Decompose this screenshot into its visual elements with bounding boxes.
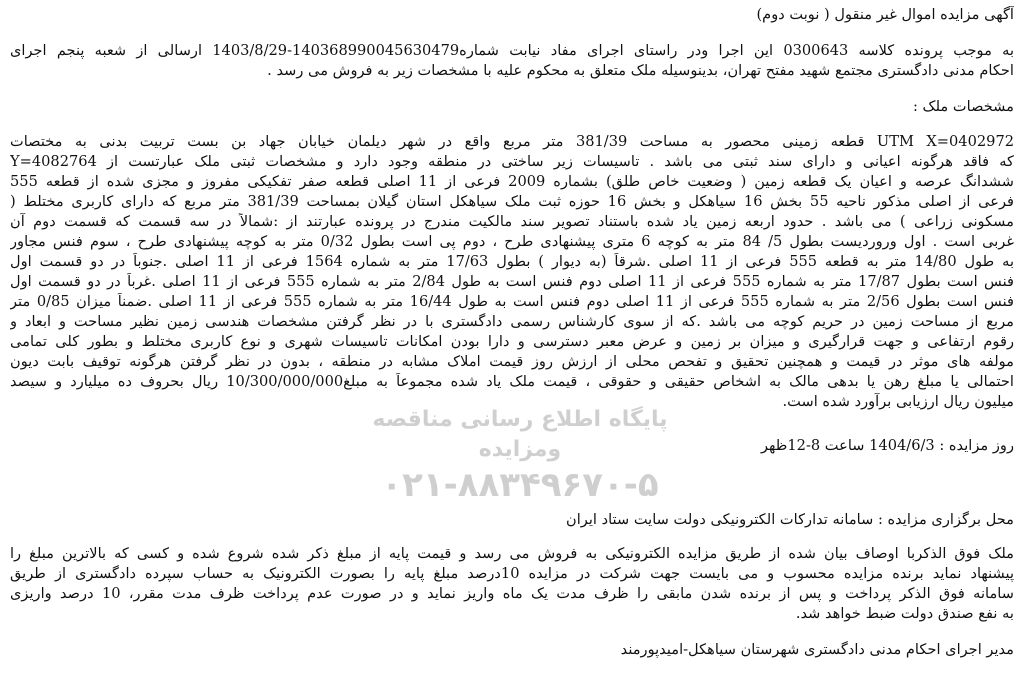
- watermark: [330, 405, 710, 505]
- watermark-name: پایگاه اطلاع رسانی مناقصه ومزایده: [372, 407, 668, 462]
- auction-date: روز مزایده : 1404/6/3 ساعت 8-12ظهر: [760, 437, 1014, 454]
- specs-line-14: میلیون ریال ارزیابی برآورد شده است.: [782, 393, 1014, 410]
- signature: مدیر اجرای احکام مدنی دادگستری شهرستان سیاهکل-امیدپورمند: [620, 641, 1014, 658]
- watermark-phone: ۰۲۱-۸۸۳۴۹۶۷۰-۵: [381, 465, 659, 505]
- specs-line-13: احتمالی یا مبلغ رهن یا بدهی مالک به اشخاص حقیقی و حقوقی ، قیمت ملک یاد شده مجموعاً به مبلغ10/300/000/000 ریال بحروف ده میلیارد و سیصد: [10, 373, 1014, 390]
- specs-line-3: ششدانگ عرصه و اعیان یک قطعه زمین ( وضعیت خاص طلق) بشماره 2009 فرعی از 11 اصلی قطعه صفر تفکیکی مفروز و مجزی شده از قطعه 555: [10, 173, 1014, 190]
- specs-line-8: فنس است بطول 17/87 متر به شماره 555 فرعی از 11 اصلی دوم فنس است به طول 2/84 متر به شماره 555 فرعی از 11 اصلی .غرباً در دو قسمت اول: [10, 273, 1014, 290]
- specs-line-9: فنس است بطول 2/56 متر به شماره 555 فرعی از 11 اصلی دوم فنس است به طول 16/44 متر به شماره 555 فرعی از 11 اصلی .ضمناً میزان 0/85 متر: [10, 293, 1014, 310]
- specs-heading: مشخصات ملک :: [912, 98, 1014, 115]
- specs-line-4: فرعی از اصلی مذکور ناحیه 55 بخش 16 سیاهکل و بخش 16 حوزه ثبت ملک سیاهکل استان گیلان بمساحت 381/39 متر مربع که دارای کاربری مختلط (: [10, 193, 1014, 210]
- specs-line-1: UTM X=0402972 قطعه زمینی محصور به مساحت 381/39 متر مربع واقع در شهر دیلمان خیابان جهاد بن بست تربیت بدنی به مختصات: [10, 133, 1014, 150]
- terms-line-3: سامانه فوق الذکر پرداخت و پس از برنده شدن مابقی را ظرف مدت یک ماه واریز نماید و در صورت عدم پرداخت ظرف مدت مقرر، 10 درصد واریزی: [10, 585, 1014, 602]
- specs-line-12: مولفه های موثر در قیمت و همچنین تحقیق و تفحص محلی از ارزش روز قیمت املاک مشابه در منطقه ، بدون در نظر گرفتن هرگونه توقیف بابت دیون: [10, 353, 1014, 370]
- specs-line-6: غربی است . اول وروردیست بطول 5/ 84 متر به کوچه 6 متری پیشنهادی طرح ، دوم پی است بطول 0/32 متر به کوچه پیشنهادی طرح ، سوم فنس مجاور: [10, 233, 1014, 250]
- terms-line-2: پیشنهاد نماید برنده مزایده محسوب و می بایست جهت شرکت در مزایده 10درصد مبلغ پایه را بصورت الکترونیک به حساب سپرده دادگستری از طریق: [10, 565, 1014, 582]
- specs-line-7: به طول 14/80 متر به قطعه 555 فرعی از 11 اصلی .شرقاً (به دیوار ) بطول 17/63 متر به شماره 1564 فرعی از 11 اصلی .جنوباً در دو قسمت اول: [10, 253, 1014, 270]
- specs-line-5: مسکونی زراعی ) می باشد . حدود اربعه زمین یاد شده باستناد تصویر سند مالکیت مندرج در پرونده عبارتند از :شمالاً در سه قسمت که قسمت دوم آن: [10, 213, 1014, 230]
- notice-title: آگهی مزایده اموال غیر منقول ( نوبت دوم): [756, 6, 1014, 23]
- specs-line-11: رقوم ارتفاعی و جهت قرارگیری و میزان بر زمین و عرض معبر دسترسی و دارا بودن امکانات تاسیسات شهری و نوع کاربری مختلط و بطور کلی تمامی: [10, 333, 1014, 350]
- intro-line-1: به موجب پرونده کلاسه 0300643 این اجرا ودر راستای اجرای مفاد نیابت شماره140368990045630479-1403/8/29 ارسالی از شعبه پنجم اجرای: [10, 42, 1014, 59]
- intro-line-2: احکام مدنی دادگستری مجتمع شهید مفتح تهران، بدینوسیله ملک متعلق به محکوم علیه با مشخصات زیر به فروش می رسد .: [267, 62, 1014, 79]
- specs-line-10: مربع از مساحت زمین در حریم کوچه می باشد .که از سوی کارشناس رسمی دادگستری با در نظر گرفتن مشخصات هندسی زمین نظیر مساحت و ابعاد و: [10, 313, 1014, 330]
- terms-line-1: ملک فوق الذکربا اوصاف بیان شده از طریق مزایده الکترونیکی به فروش می رسد و قیمت پایه از مبلغ ذکر شده شروع شده و کسی که بالاترین مبلغ را: [10, 545, 1014, 562]
- terms-line-4: به نفع صندق دولت ضبط خواهد شد.: [795, 605, 1014, 622]
- specs-line-2: که فاقد هرگونه اعیانی و دارای سند ثبتی می باشد . تاسیسات زیر ساختی در منطقه وجود دارد و مشخصات ثبتی ملک عبارتست از Y=4082764: [10, 153, 1014, 170]
- auction-venue: محل برگزاری مزایده : سامانه تدارکات الکترونیکی دولت سایت ستاد ایران: [566, 511, 1014, 528]
